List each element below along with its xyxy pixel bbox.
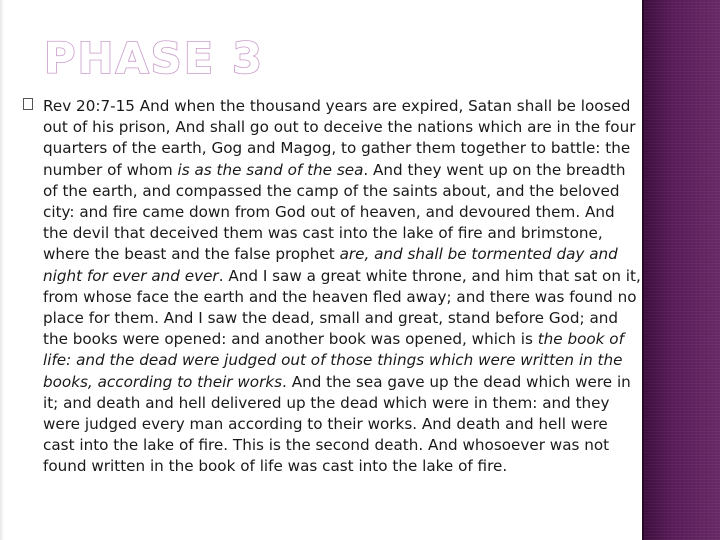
text-run: . And the sea gave up the dead which were in it; and death and hell delivered up the dead which were in them: and they were judged every man according to their works. And death and hell were cast into the lake of fire. This is the second death. And whosoever was not found written in the book of life was cast into the lake of fire. [43, 372, 631, 476]
slide-title: PHASE 3 [44, 34, 265, 84]
text-run: Rev 20:7-15 And when the thousand years are expired, Satan shall be loosed out of his prison, And shall go out to deceive the nations which are in the four quarters of the earth, Gog and Magog, to gather them together to battle: the number of whom [43, 97, 636, 179]
decorative-side-band [642, 0, 720, 540]
scripture-paragraph [43, 96, 643, 478]
italic-text-run: is as the sand of the sea [177, 160, 364, 179]
text-run: . And I saw a great white throne, and him that sat on it, from whose face the earth and the heaven fled away; and there was found no place for them. And I saw the dead, small and great, stand before God; and the books were opened: and another book was opened, which is [43, 266, 641, 349]
bullet-box-icon [23, 98, 33, 110]
text-run: . And they went up on the breadth of the earth, and compassed the camp of the saints about, and the beloved city: and fire came down from God out of heaven, and devoured them. And the devil that deceived them was cast into the lake of fire and brimstone, where the beast and the false prophet [43, 160, 626, 264]
italic-text-run: are, and shall be tormented day and night for ever and ever [43, 245, 618, 285]
italic-text-run: the book of life: and the dead were judged out of those things which were written in the books, according to their works [43, 330, 624, 391]
